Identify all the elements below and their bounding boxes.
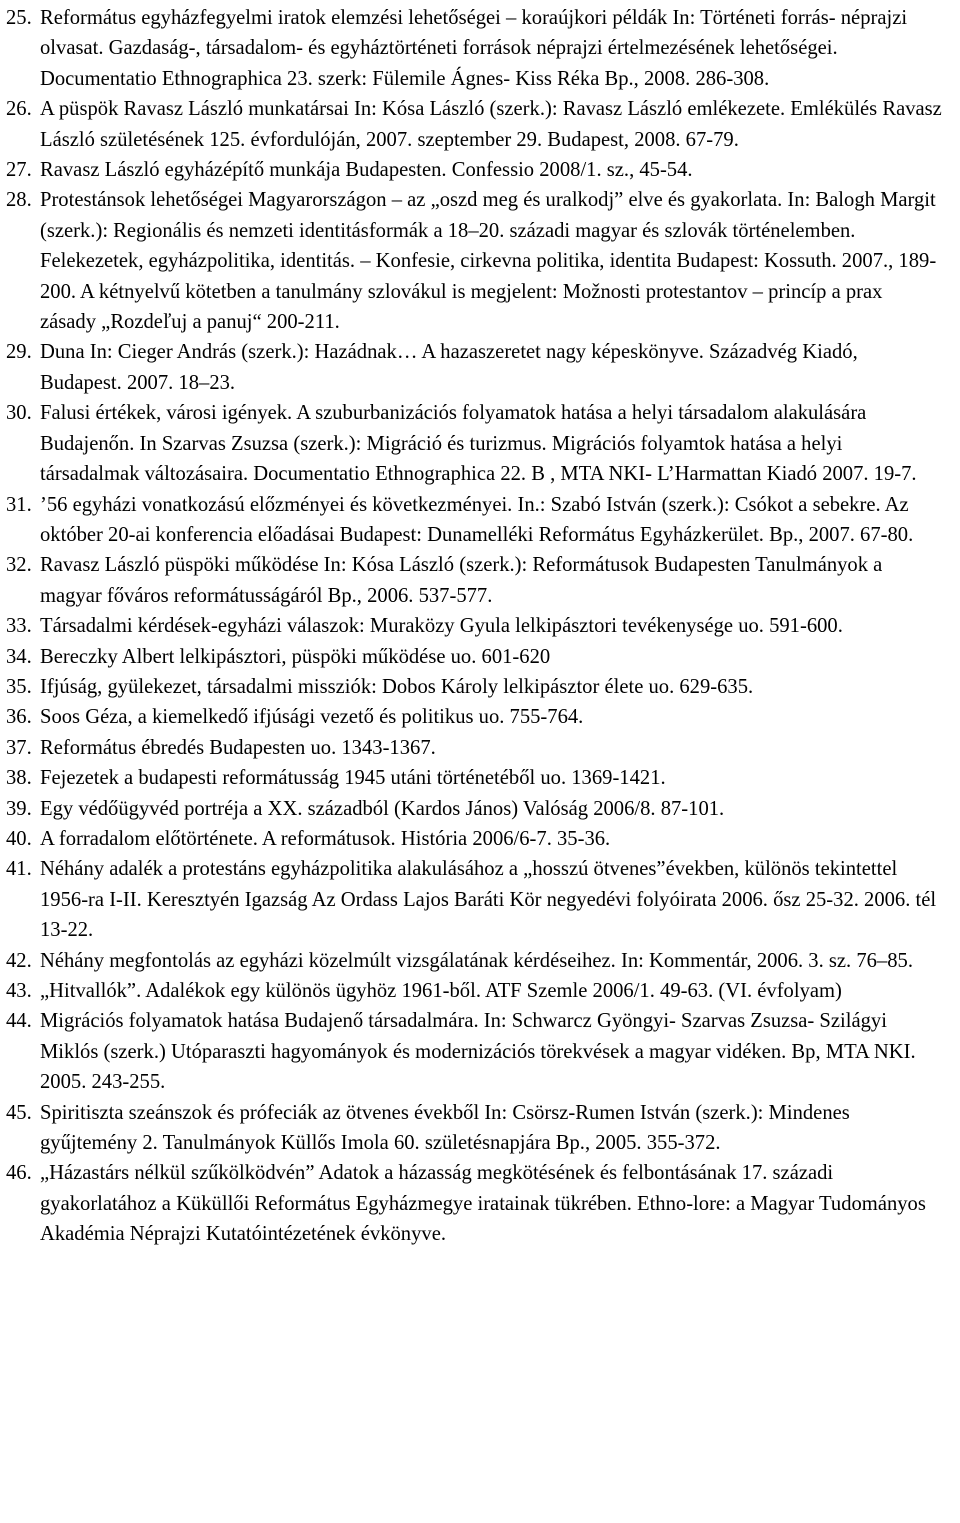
entry-number: 46. <box>6 1162 32 1185</box>
entry-number: 32. <box>6 554 32 577</box>
entry-number: 25. <box>6 7 32 29</box>
entry-text: Társadalmi kérdések-egyházi válaszok: Muraközy Gyula lelkipásztori tevékenysége uo. 591-600. <box>40 615 843 638</box>
entry-number: 30. <box>6 402 32 425</box>
entry-text: Fejezetek a budapesti reformátusság 1945 utáni történetéből uo. 1369-1421. <box>40 767 666 790</box>
list-item <box>6 1098 942 1159</box>
list-item <box>6 733 942 763</box>
entry-number: 37. <box>6 736 32 759</box>
entry-text: Ravasz László püspöki működése In: Kósa László (szerk.): Reformátusok Budapesten Tanulmányok a magyar főváros reformátusságáról Bp., 2006. 537-577. <box>40 554 883 607</box>
entry-number: 31. <box>6 493 32 516</box>
entry-number: 36. <box>6 706 32 729</box>
list-item <box>6 611 942 641</box>
list-item <box>6 672 942 702</box>
entry-number: 38. <box>6 767 32 790</box>
entry-number: 26. <box>6 98 32 121</box>
list-item <box>6 490 942 551</box>
list-item <box>6 337 942 398</box>
entry-number: 35. <box>6 675 32 698</box>
entry-text: Ravasz László egyházépítő munkája Budapesten. Confessio 2008/1. sz., 45-54. <box>40 159 693 182</box>
list-item <box>6 3 942 94</box>
entry-number: 27. <box>6 159 32 182</box>
entry-text: A püspök Ravasz László munkatársai In: Kósa László (szerk.): Ravasz László emlékezete. Emlékülés Ravasz László születésének 125. évfordulóján, 2007. szeptember 29. Budapest, 2008. 67-79. <box>40 98 942 151</box>
entry-number: 33. <box>6 615 32 638</box>
list-item <box>6 94 942 155</box>
entry-text: Duna In: Cieger András (szerk.): Hazádnak… A hazaszeretet nagy képeskönyve. Századvég Kiadó, Budapest. 2007. 18–23. <box>40 341 858 394</box>
entry-text: Protestánsok lehetőségei Magyarországon – az „oszd meg és uralkodj” elve és gyakorlata. In: Balogh Margit (szerk.): Regionális és nemzeti identitásformák a 18–20. századi magyar és szlovák történelemben. Felekezetek, egyházpolitika, identitás. – Konfesie, cirkevna politika, identita Budapest: Kossuth. 2007., 189-200. A kétnyelvű kötetben a tanulmány szlovákul is megjelent: Možnosti protestantov – princíp a prax zásady „Rozdeľuj a panuj“ 200-211. <box>40 189 937 334</box>
entry-number: 40. <box>6 827 32 850</box>
publication-list <box>6 3 942 1250</box>
entry-text: Egy védőügyvéd portréja a XX. századból (Kardos János) Valóság 2006/8. 87-101. <box>40 797 725 820</box>
entry-text: „Házastárs nélkül szűkölködvén” Adatok a házasság megkötésének és felbontásának 17. századi gyakorlatához a Küküllői Református Egyházmegye iratainak tükrében. Ethno-lore: a Magyar Tudományos Akadémia Néprajzi Kutatóintézetének évkönyve. <box>40 1162 926 1246</box>
list-item <box>6 763 942 793</box>
entry-text: Spiritiszta szeánszok és prófeciák az ötvenes évekből In: Csörsz-Rumen István (szerk.): Mindenes gyűjtemény 2. Tanulmányok Küllős Imola 60. születésnapjára Bp., 2005. 355-372. <box>40 1101 850 1155</box>
entry-text: Ifjúság, gyülekezet, társadalmi missziók: Dobos Károly lelkipásztor élete uo. 629-635. <box>40 675 754 698</box>
list-item <box>6 398 942 489</box>
entry-text: Migrációs folyamatok hatása Budajenő társadalmára. In: Schwarcz Gyöngyi- Szarvas Zsuzsa- Szilágyi Miklós (szerk.) Utóparaszti hagyományok és modernizációs törekvések a magyar vidéken. Bp, MTA NKI. 2005. 243-255. <box>40 1010 916 1094</box>
entry-text: Soos Géza, a kiemelkedő ifjúsági vezető és politikus uo. 755-764. <box>40 706 584 729</box>
entry-number: 45. <box>6 1101 32 1124</box>
entry-number: 42. <box>6 949 32 972</box>
entry-number: 28. <box>6 189 32 212</box>
list-item <box>6 642 942 672</box>
entry-text: Néhány adalék a protestáns egyházpolitika alakulásához a „hosszú ötvenes”években, különös tekintettel 1956-ra I-II. Keresztyén Igazság Az Ordass Lajos Baráti Kör negyedévi folyóirata 2006. ősz 25-32. 2006. tél 13-22. <box>40 858 937 942</box>
list-item <box>6 976 942 1006</box>
list-item <box>6 155 942 185</box>
entry-text: Falusi értékek, városi igények. A szuburbanizációs folyamatok hatása a helyi társadalom alakulására Budajenőn. In Szarvas Zsuzsa (szerk.): Migráció és turizmus. Migrációs folyamtok hatása a helyi társadalmak változásaira. Documentatio Ethnographica 22. B , MTA NKI- L’Harmattan Kiadó 2007. 19-7. <box>40 402 917 486</box>
entry-text: Bereczky Albert lelkipásztori, püspöki működése uo. 601-620 <box>40 645 551 668</box>
entry-number: 44. <box>6 1010 32 1033</box>
list-item <box>6 946 942 976</box>
entry-text: ’56 egyházi vonatkozású előzményei és következményei. In.: Szabó István (szerk.): Csókot a sebekre. Az október 20-ai konferencia előadásai Budapest: Dunamelléki Református Egyházkerület. Bp., 2007. 67-80. <box>40 493 914 546</box>
list-item <box>6 702 942 732</box>
list-item <box>6 1006 942 1097</box>
entry-number: 29. <box>6 341 32 364</box>
entry-text: „Hitvallók”. Adalékok egy különös ügyhöz 1961-ből. ATF Szemle 2006/1. 49-63. (VI. évfolyam) <box>40 980 842 1002</box>
entry-number: 41. <box>6 858 32 881</box>
list-item <box>6 854 942 945</box>
list-item <box>6 185 942 337</box>
entry-number: 39. <box>6 797 32 820</box>
entry-number: 43. <box>6 980 32 1002</box>
entry-number: 34. <box>6 645 32 668</box>
list-item <box>6 794 942 824</box>
list-item <box>6 824 942 854</box>
entry-text: Református ébredés Budapesten uo. 1343-1367. <box>40 736 436 759</box>
entry-text: Néhány megfontolás az egyházi közelmúlt vizsgálatának kérdéseihez. In: Kommentár, 2006. 3. sz. 76–85. <box>40 949 913 972</box>
list-item <box>6 550 942 611</box>
entry-text: Református egyházfegyelmi iratok elemzési lehetőségei – koraújkori példák In: Történeti forrás- néprajzi olvasat. Gazdaság-, társadalom- és egyháztörténeti források néprajzi értelmezésének lehetőségei. Documentatio Ethnographica 23. szerk: Fülemile Ágnes- Kiss Réka Bp., 2008. 286-308. <box>40 7 908 90</box>
list-item <box>6 1158 942 1249</box>
entry-text: A forradalom előtörténete. A reformátusok. História 2006/6-7. 35-36. <box>40 827 611 850</box>
